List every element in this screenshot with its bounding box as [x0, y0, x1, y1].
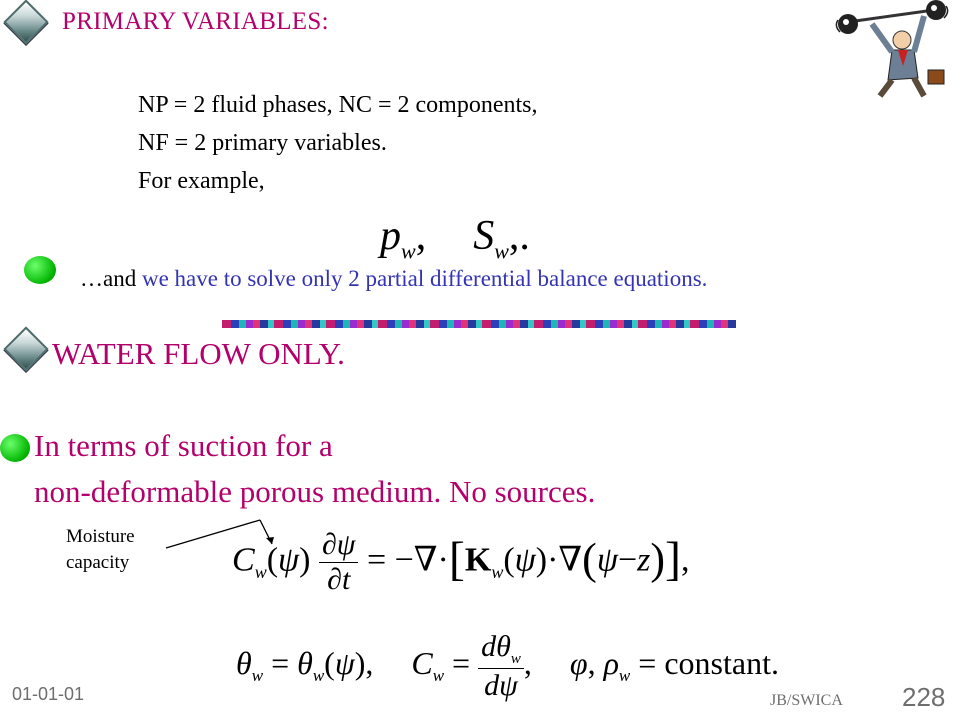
solve-prefix: …and [80, 266, 142, 291]
decorative-divider-bar [222, 320, 736, 328]
suction-line-1: In terms of suction for a [34, 428, 333, 463]
footer-author: JB/SWICA [770, 692, 843, 709]
green-dot-bullet-icon [24, 256, 56, 284]
moisture-capacity-label [66, 524, 135, 576]
pressure-subscript: w [401, 238, 416, 264]
nf-line: NF = 2 primary variables. [138, 130, 387, 156]
page-number: 228 [902, 682, 946, 712]
primary-variables-formula [380, 212, 530, 264]
saturation-subscript: w [494, 238, 509, 264]
formula-separator-1: , [415, 213, 427, 259]
weightlifter-clipart-icon [832, 0, 952, 100]
diamond-bullet-icon [3, 0, 48, 45]
pressure-symbol: p [380, 213, 401, 259]
footer-date: 01-01-01 [12, 684, 85, 704]
diamond-bullet-icon [3, 326, 48, 371]
water-flow-heading: WATER FLOW ONLY. [52, 336, 345, 371]
formula-separator-2: ,. [508, 213, 530, 259]
moisture-label-line-2: capacity [66, 552, 130, 573]
richards-equation: $C_w(\psi)$ $\frac{\partial\psi}{\partial t}$ = $-\nabla\cdot[K_w(\psi)\cdot\nabla(\psi-z)]$, [232, 528, 690, 596]
moisture-label-line-1: Moisture [66, 526, 135, 547]
primary-variables-heading: PRIMARY VARIABLES: [62, 8, 329, 35]
solve-equations-line [80, 266, 707, 292]
suction-line-2: non-deformable porous medium. No sources. [34, 474, 596, 509]
saturation-symbol: S [473, 213, 495, 259]
solve-highlight: we have to solve only 2 partial differential balance equations. [141, 266, 708, 291]
np-line: NP = 2 fluid phases, NC = 2 components, [138, 92, 538, 118]
example-line: For example, [138, 168, 265, 194]
green-dot-bullet-icon [0, 434, 30, 462]
constitutive-relations: $\theta_w = \theta_w(\psi)$, $C_w$ = $\frac{d\theta_w}{d\psi}$ , φ, $\rho_w$ = constant. [236, 630, 779, 702]
